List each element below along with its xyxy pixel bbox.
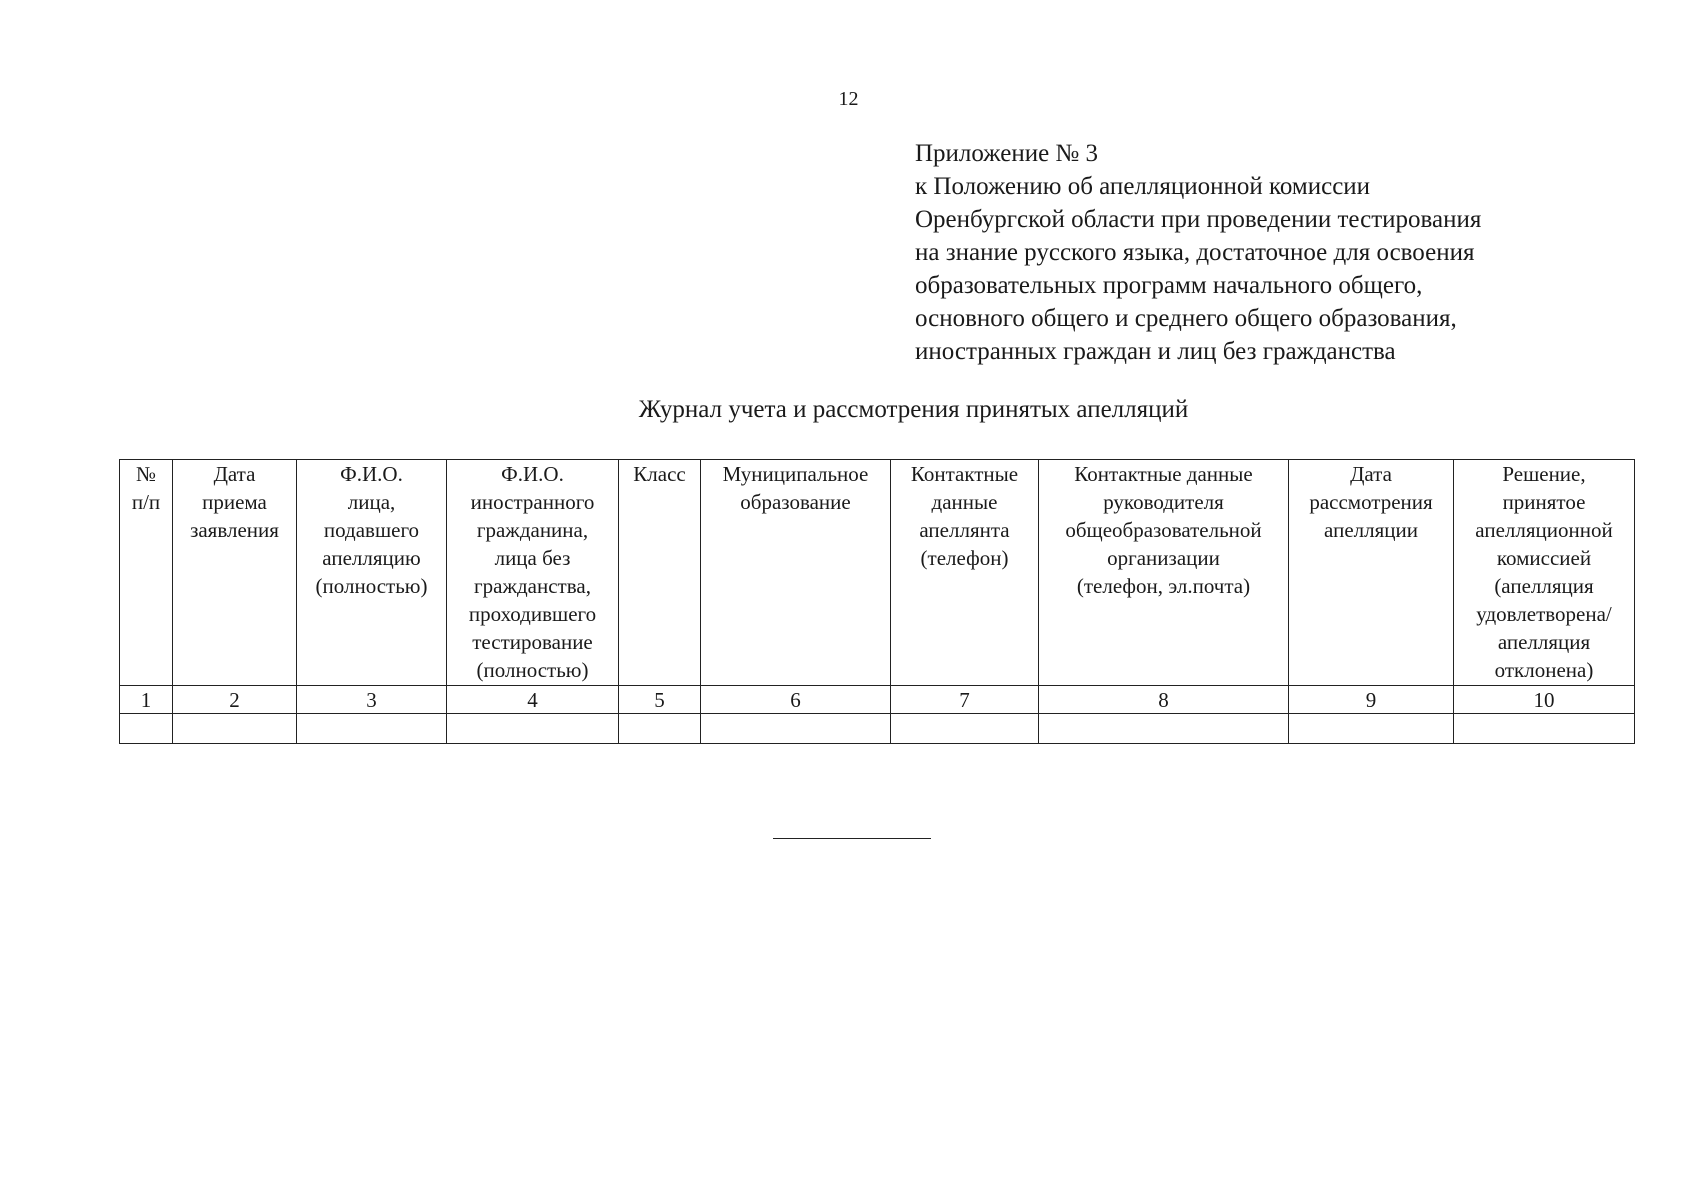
table-row	[120, 714, 1635, 744]
column-number: 5	[619, 686, 701, 714]
column-header-text: Ф.И.О. иностранного гражданина, лица без гражданства, проходившего тестирование (полностью)	[468, 462, 597, 682]
empty-cell	[447, 714, 619, 744]
journal-title: Журнал учета и рассмотрения принятых апелляций	[638, 396, 1189, 423]
empty-cell	[701, 714, 891, 744]
column-header-text: Дата рассмотрения апелляции	[1309, 462, 1433, 542]
appendix-line: Оренбургской области при проведении тестирования	[915, 206, 1482, 233]
page-number-text: 12	[838, 88, 859, 110]
empty-cell	[1454, 714, 1635, 744]
appendix-line: Приложение № 3	[915, 140, 1099, 167]
empty-cell	[120, 714, 173, 744]
table-header-row	[120, 460, 1635, 686]
column-header	[891, 460, 1039, 686]
column-number: 3	[297, 686, 447, 714]
column-number: 1	[120, 686, 173, 714]
column-header-text: Дата приема заявления	[190, 462, 279, 542]
appendix-header	[915, 137, 1481, 368]
column-header	[701, 460, 891, 686]
column-number: 9	[1289, 686, 1454, 714]
empty-cell	[173, 714, 297, 744]
end-of-document-rule	[773, 838, 931, 839]
column-header	[173, 460, 297, 686]
column-number: 2	[173, 686, 297, 714]
appendix-line: к Положению об апелляционной комиссии	[915, 173, 1371, 200]
appendix-line: иностранных граждан и лиц без гражданства	[915, 338, 1396, 365]
appendix-line: на знание русского языка, достаточное для освоения	[915, 239, 1475, 266]
column-header	[297, 460, 447, 686]
empty-cell	[891, 714, 1039, 744]
journal-table	[119, 459, 1635, 744]
column-header-text: Контактные данные апеллянта (телефон)	[910, 462, 1019, 570]
empty-cell	[619, 714, 701, 744]
column-number: 7	[891, 686, 1039, 714]
column-header	[447, 460, 619, 686]
column-number: 10	[1454, 686, 1635, 714]
column-number: 8	[1039, 686, 1289, 714]
empty-cell	[297, 714, 447, 744]
column-header	[1289, 460, 1454, 686]
column-header-text: Контактные данные руководителя общеобразовательной организации (телефон, эл.почта)	[1065, 462, 1262, 598]
column-number-row	[120, 686, 1635, 714]
column-number: 6	[701, 686, 891, 714]
column-header-text: Решение, принятое апелляционной комиссией (апелляция удовлетворена/ апелляция отклонена)	[1475, 462, 1613, 682]
page-number	[0, 88, 1697, 111]
appendix-line: образовательных программ начального общего,	[915, 272, 1423, 299]
empty-cell	[1039, 714, 1289, 744]
column-header-text: Класс	[633, 462, 686, 486]
column-header	[1039, 460, 1289, 686]
column-header-text: Ф.И.О. лица, подавшего апелляцию (полностью)	[315, 462, 428, 598]
column-header	[619, 460, 701, 686]
column-header-text: № п/п	[131, 462, 161, 514]
empty-cell	[1289, 714, 1454, 744]
column-header-text: Муниципальное образование	[722, 462, 869, 514]
column-header	[120, 460, 173, 686]
column-number: 4	[447, 686, 619, 714]
appendix-line: основного общего и среднего общего образования,	[915, 305, 1457, 332]
column-header	[1454, 460, 1635, 686]
